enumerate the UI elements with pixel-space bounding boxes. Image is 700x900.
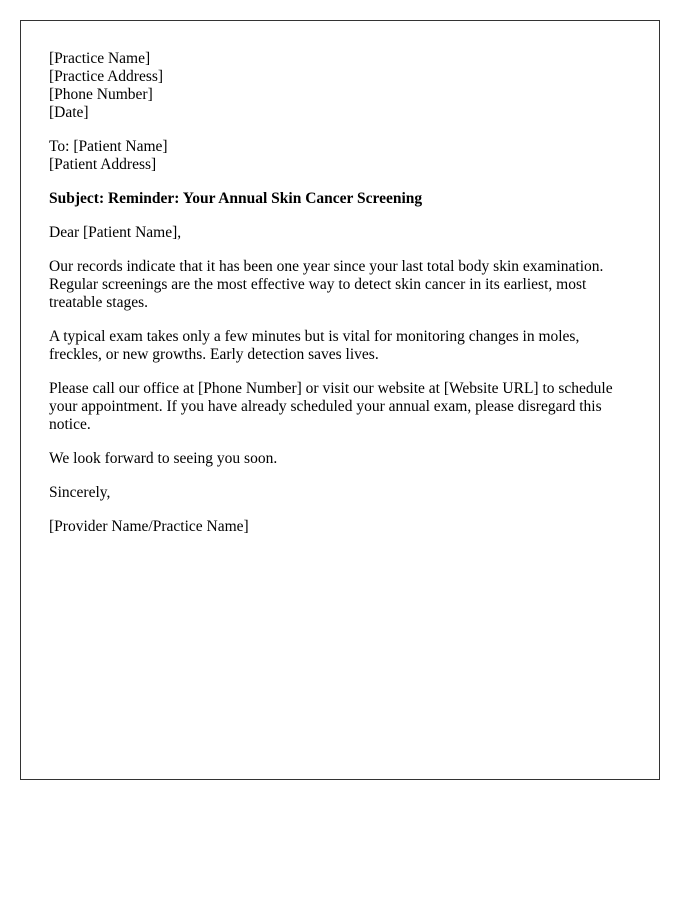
body-paragraph-4: We look forward to seeing you soon. (49, 450, 278, 467)
letter-page (20, 20, 660, 780)
letter-date: [Date] (49, 104, 89, 121)
practice-address: [Practice Address] (49, 68, 164, 85)
practice-name: [Practice Name] (49, 50, 151, 67)
recipient-address: [Patient Address] (49, 156, 157, 173)
signature: [Provider Name/Practice Name] (49, 518, 249, 535)
recipient-name: To: [Patient Name] (49, 138, 168, 155)
body-paragraph-3: Please call our office at [Phone Number] or visit our website at [Website URL] to schedule your appointment. If you have already scheduled your annual exam, please disregard this notice. (49, 380, 613, 433)
closing: Sincerely, (49, 484, 111, 501)
recipient-block (49, 138, 631, 174)
body-paragraph-1: Our records indicate that it has been one year since your last total body skin examination. Regular screenings are the most effective way to detect skin cancer in its earliest, most treatable stages. (49, 258, 604, 311)
subject-line: Subject: Reminder: Your Annual Skin Cancer Screening (49, 190, 423, 207)
sender-block (49, 50, 631, 122)
salutation: Dear [Patient Name], (49, 224, 182, 241)
body-paragraph-2: A typical exam takes only a few minutes but is vital for monitoring changes in moles, freckles, or new growths. Early detection saves lives. (49, 328, 580, 363)
practice-phone: [Phone Number] (49, 86, 153, 103)
